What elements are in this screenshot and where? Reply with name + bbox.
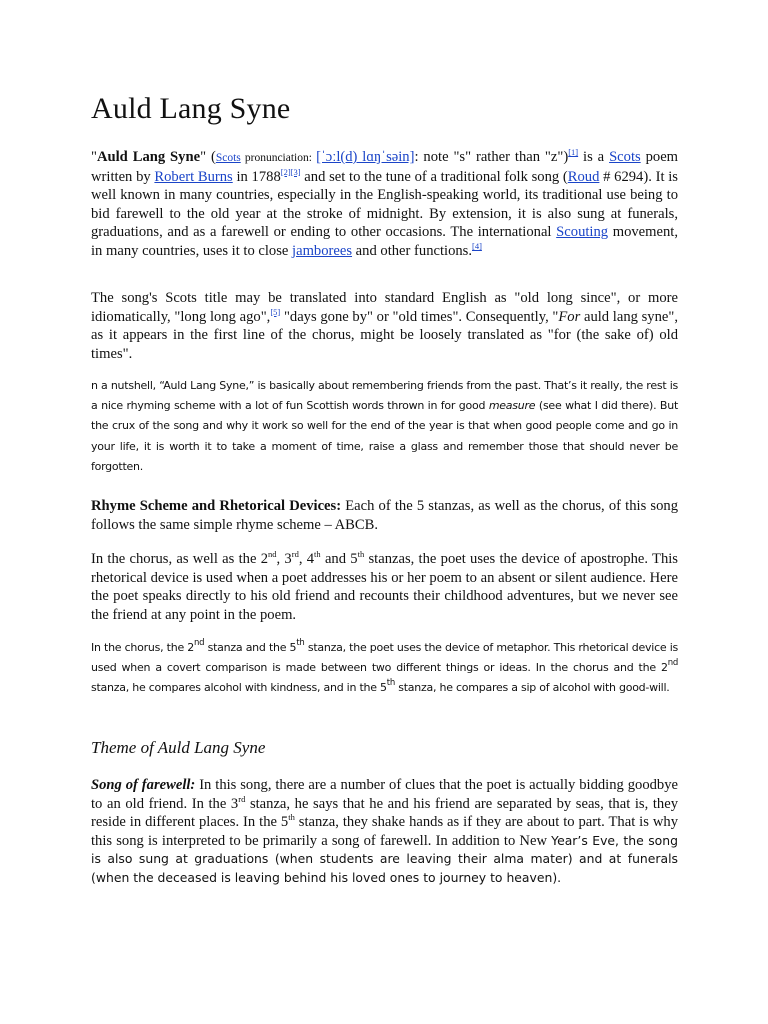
- page-title: Auld Lang Syne: [91, 92, 291, 125]
- ordinal-suffix: th: [296, 638, 305, 648]
- metaphor-text: stanza, he compares a sip of alcohol with good-will.: [394, 681, 670, 695]
- robert-burns-link[interactable]: Robert Burns: [154, 168, 233, 185]
- roud-link[interactable]: Roud: [567, 168, 600, 185]
- ordinal-suffix: nd: [667, 658, 678, 669]
- theme-heading: Theme of Auld Lang Syne: [91, 738, 266, 757]
- ordinal-suffix: th: [314, 549, 321, 559]
- apostrophe-paragraph: [91, 550, 678, 624]
- pronunciation-note: : note "s" rather than "z"): [414, 149, 569, 165]
- ordinal-suffix: rd: [291, 549, 299, 559]
- apostrophe-text: , 3: [276, 551, 292, 567]
- intro-text: and set to the tune of a traditional folk song (: [300, 168, 568, 185]
- jamborees-link[interactable]: jamborees: [292, 242, 353, 259]
- metaphor-text: stanza, he compares alcohol with kindness, and in the 5: [91, 681, 387, 695]
- nutshell-text: (see what I did there). But the crux of the song and why it work so well for the end of the year is that when good people come and go in your life, it is worth it to take a moment of time, raise a glass and remember those that should never be forgotten.: [91, 399, 679, 473]
- quote: ": [91, 149, 97, 165]
- pronunciation-label: pronunciation:: [240, 152, 317, 164]
- intro-paragraph: [91, 148, 678, 261]
- metaphor-text: In the chorus, the 2: [91, 641, 195, 654]
- nutshell-text: n a nutshell, “Auld Lang Syne,” is basically about remembering friends from the past. That’s it really, the rest is a nice rhyming scheme with a lot of fun Scottish words thrown in for good: [91, 379, 678, 413]
- intro-text: and other functions.: [352, 242, 472, 259]
- italic-word: For: [558, 308, 581, 325]
- farewell-text: In this song, there are a number of clues that the poet is actually bidding goodbye to an old friend. In the 3: [91, 777, 678, 812]
- nutshell-paragraph: [91, 376, 678, 477]
- ordinal-suffix: nd: [268, 549, 277, 559]
- intro-term: Auld Lang Syne: [96, 149, 201, 165]
- reference-link[interactable]: [2][3]: [280, 166, 301, 177]
- farewell-paragraph: [91, 776, 678, 888]
- ipa-link[interactable]: [ˈɔːl(d) lɑŋˈsəin]: [316, 149, 415, 165]
- translation-text: "days gone by" or "old times". Consequently, ": [280, 308, 559, 325]
- reference-link[interactable]: [4]: [472, 240, 482, 251]
- apostrophe-text: and 5: [320, 551, 358, 567]
- reference-link[interactable]: [5]: [270, 306, 281, 317]
- metaphor-paragraph: [91, 638, 678, 699]
- metaphor-text: stanza and the 5: [204, 641, 297, 654]
- apostrophe-text: , 4: [298, 551, 315, 567]
- translation-text: auld lang syne", as it appears in the first line of the chorus, might be loosely translated as "for (the sake of) old times".: [91, 308, 678, 362]
- metaphor-text: stanza, the poet uses the device of metaphor. This rhetorical device is used when a covert comparison is made between two different things or ideas. In the chorus and the 2: [91, 641, 678, 675]
- scouting-link[interactable]: Scouting: [556, 224, 609, 241]
- scots-link[interactable]: Scots: [609, 149, 641, 165]
- translation-paragraph: [91, 289, 678, 363]
- farewell-text: stanza, they shake hands as if they are about to part. That is why this song is interpreted to be primarily a song of farewell. In addition to New: [91, 814, 678, 849]
- apostrophe-text: stanzas, the poet uses the device of apostrophe. This rhetorical device is used when a poet addresses his or her poem to an absent or silent audience. Here the poet speaks directly to his old friend and recounts their childhood adventures, but we never see the friend at any point in the poem.: [91, 551, 678, 623]
- ordinal-suffix: nd: [194, 638, 205, 648]
- ordinal-suffix: th: [386, 678, 395, 689]
- translation-text: The song's Scots title may be translated into standard English as "old long since", or more idiomatically, "long long ago",: [91, 290, 678, 325]
- intro-text: poem written by: [91, 149, 679, 185]
- intro-text: movement, in many countries, uses it to close: [91, 224, 678, 259]
- farewell-label: Song of farewell:: [91, 777, 196, 793]
- ordinal-suffix: th: [357, 549, 365, 559]
- apostrophe-text: In the chorus, as well as the 2: [91, 551, 269, 567]
- rhyme-heading: Rhyme Scheme and Rhetorical Devices:: [91, 498, 342, 514]
- reference-link[interactable]: [1]: [568, 147, 579, 157]
- ordinal-suffix: rd: [238, 793, 246, 804]
- farewell-text: Year’s Eve, the song is also sung at graduations (when students are leaving their alma mater) and at funerals (when the deceased is leaving behind his loved ones to journey to heaven).: [91, 832, 678, 885]
- intro-text: # 6294). It is well known in many countries, especially in the English-speaking world, its traditional use being to bid farewell to the old year at the stroke of midnight. By extension, it is also sung at funerals, graduations, and as a farewell or ending to other occasions. The international: [91, 168, 678, 241]
- rhyme-text: Each of the 5 stanzas, as well as the chorus, of this song follows the same simple rhyme scheme – ABCB.: [91, 498, 678, 533]
- intro-text: in 1788: [232, 168, 281, 185]
- ordinal-suffix: th: [288, 812, 295, 823]
- italic-word: measure: [488, 399, 536, 413]
- farewell-text: stanza, he says that he and his friend are separated by seas, that is, they reside in different places. In the 5: [91, 795, 678, 831]
- rhyme-paragraph: [91, 497, 678, 534]
- scots-link[interactable]: Scots: [215, 152, 241, 164]
- quote: " (: [200, 149, 216, 165]
- intro-text: is a: [578, 149, 610, 165]
